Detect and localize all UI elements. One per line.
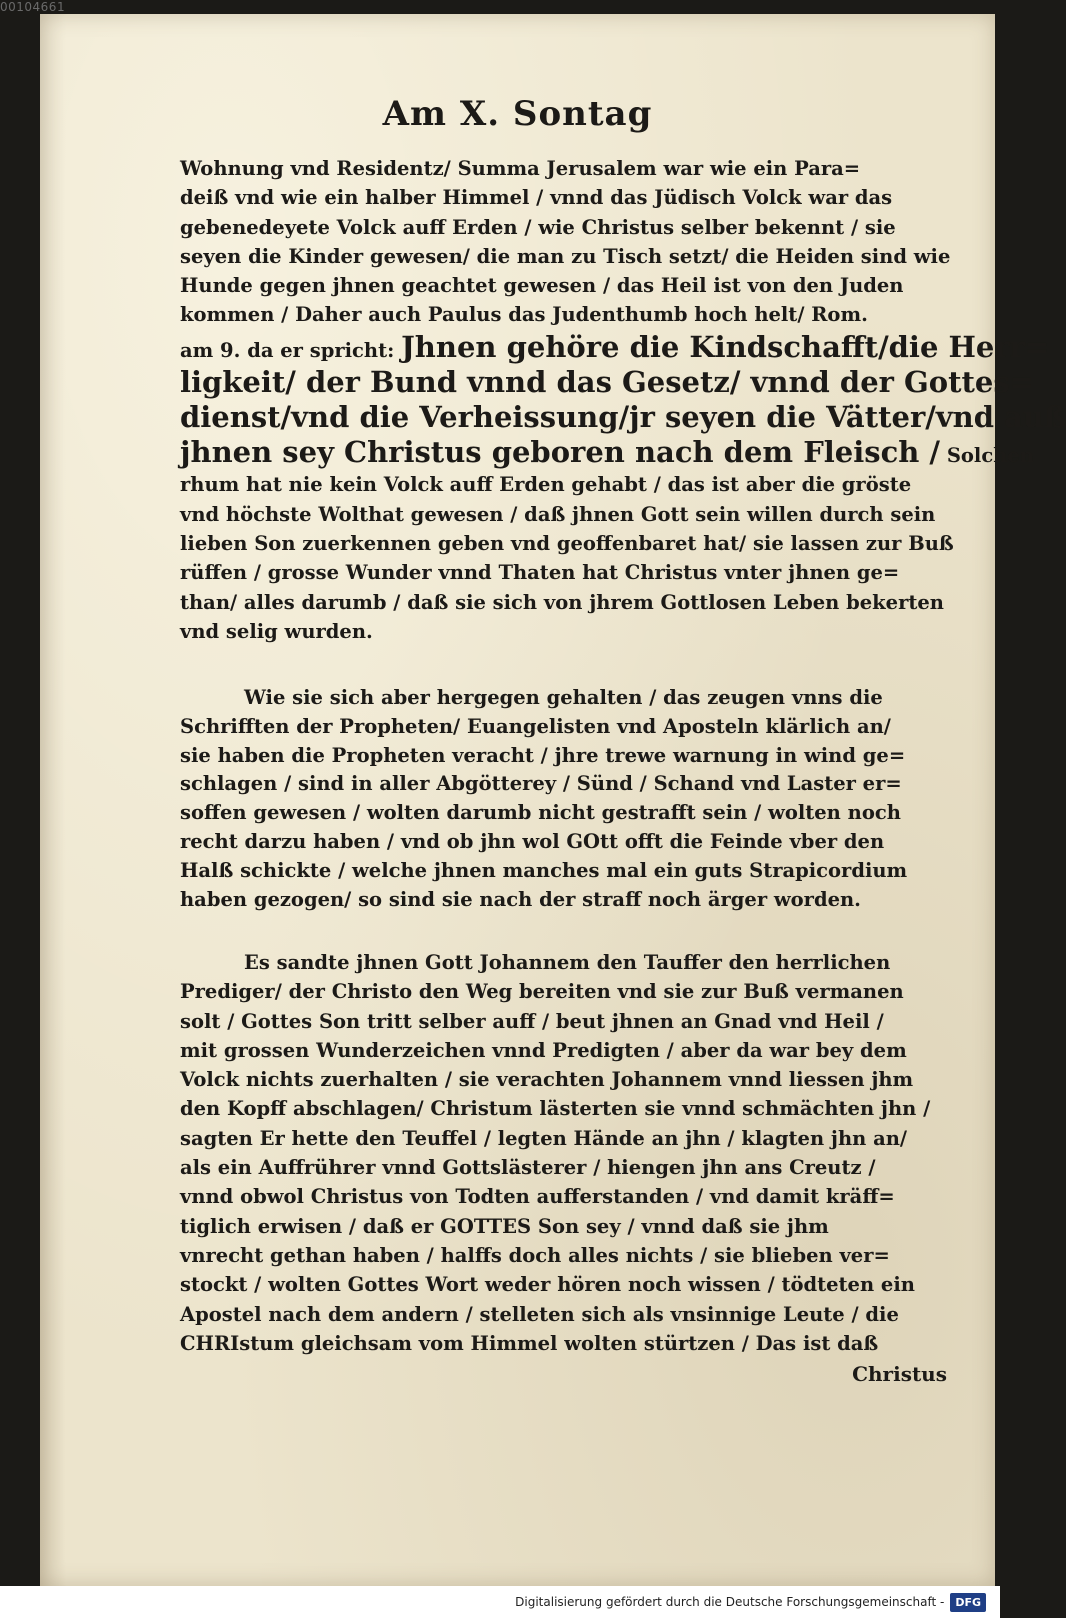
text-line: recht darzu haben / vnd ob jhn wol GOtt offt die Feinde vber den (180, 829, 885, 853)
paragraph-2 (180, 684, 990, 914)
text-line: vnd höchste Wolthat gewesen / daß jhnen Gott sein willen durch sein (180, 502, 936, 526)
text-line: Wohnung vnd Residentz/ Summa Jerusalem war wie ein Para= (180, 157, 861, 180)
text-line: Wie sie sich aber hergegen gehalten / das zeugen vnns die (244, 686, 883, 709)
text-line: Prediger/ der Christo den Weg bereiten vnd sie zur Buß vermanen (180, 980, 904, 1004)
text-line: CHRIstum gleichsam vom Himmel wolten stürtzen / Das ist daß (180, 1331, 879, 1355)
text-line: mit grossen Wunderzeichen vnnd Predigten / aber da war bey dem (180, 1038, 907, 1062)
text-line: gebenedeyete Volck auff Erden / wie Christus selber bekennt / sie (180, 215, 896, 239)
text-line: Es sandte jhnen Gott Johannem den Tauffer den herrlichen (244, 951, 891, 974)
text-line: den Kopff abschlagen/ Christum lästerten sie vnnd schmächten jhn / (180, 1097, 931, 1121)
paragraph-3 (180, 948, 990, 1358)
text-line: tiglich erwisen / daß er GOTTES Son sey / vnnd daß sie jhm (180, 1214, 829, 1238)
text-line-mixed (180, 435, 1034, 470)
emphasized-quote: Jhnen gehöre die Kindschafft/die Herr= (401, 329, 1050, 364)
text-line: solt / Gottes Son tritt selber auff / beut jhnen an Gnad vnd Heil / (180, 1009, 884, 1033)
text-line: vnnd obwol Christus von Todten aufferstanden / vnd damit kräff= (180, 1185, 895, 1209)
text-line: Apostel nach dem andern / stelleten sich als vnsinnige Leute / die (180, 1302, 899, 1326)
scan-id-label: 00104661 (0, 0, 66, 14)
text-line: deiß vnd wie ein halber Himmel / vnnd das Jüdisch Volck war das (180, 186, 893, 210)
text-run: am 9. da er spricht: (180, 338, 395, 362)
text-line: rhum hat nie kein Volck auff Erden gehabt / das ist aber die gröste (180, 473, 912, 497)
running-head: Am X. Sontag (382, 94, 653, 134)
text-line: vnd selig wurden. (180, 619, 373, 643)
paragraph-1 (180, 154, 1066, 646)
text-line: vnrecht gethan haben / halffs doch alles nichts / sie blieben ver= (180, 1243, 890, 1267)
text-line: soffen gewesen / wolten darumb nicht gestrafft sein / wolten noch (180, 801, 901, 825)
text-line: als ein Auffrührer vnnd Gottslästerer / hiengen jhn ans Creutz / (180, 1156, 876, 1180)
text-line: Halß schickte / welche jhnen manches mal ein guts Strapicordium (180, 858, 908, 882)
text-line: than/ alles darumb / daß sie sich von jhrem Gottlosen Leben bekerten (180, 590, 944, 614)
text-line: stockt / wolten Gottes Wort weder hören noch wissen / tödteten ein (180, 1273, 915, 1297)
emphasized-quote: jhnen sey Christus geboren nach dem Fleisch / (180, 435, 941, 470)
emphasized-quote-line: dienst/vnd die Verheissung/jr seyen die Vätter/vnd auß (180, 400, 1066, 435)
text-line: seyen die Kinder gewesen/ die man zu Tisch setzt/ die Heiden sind wie (180, 244, 951, 268)
text-line-mixed (180, 329, 1050, 365)
text-line: schlagen / sind in aller Abgötterey / Sünd / Schand vnd Laster er= (180, 772, 902, 796)
emphasized-quote-line: ligkeit/ der Bund vnnd das Gesetz/ vnnd der Gottes= (180, 365, 1035, 400)
text-run: Solchen (946, 444, 1034, 468)
text-line: rüffen / grosse Wunder vnnd Thaten hat Christus vnter jhnen ge= (180, 561, 900, 585)
book-page (40, 14, 1066, 1586)
text-line: haben gezogen/ so sind sie nach der straff noch ärger worden. (180, 887, 861, 911)
dfg-logo: DFG (950, 1593, 986, 1612)
catchword: Christus (852, 1362, 947, 1386)
text-line: Hunde gegen jhnen geachtet gewesen / das Heil ist von den Juden (180, 274, 904, 298)
text-line: sie haben die Propheten veracht / jhre trewe warnung in wind ge= (180, 743, 906, 767)
digitization-footer (0, 1586, 1000, 1618)
text-line: Schrifften der Propheten/ Euangelisten vnd Aposteln klärlich an/ (180, 714, 891, 738)
text-line: kommen / Daher auch Paulus das Judenthumb hoch helt/ Rom. (180, 303, 868, 327)
footer-credit: Digitalisierung gefördert durch die Deutsche Forschungsgemeinschaft - (515, 1595, 945, 1609)
text-line: Volck nichts zuerhalten / sie verachten Johannem vnnd liessen jhm (180, 1068, 914, 1092)
text-line: sagten Er hette den Teuffel / legten Hände an jhn / klagten jhn an/ (180, 1126, 908, 1150)
text-line: lieben Son zuerkennen geben vnd geoffenbaret hat/ sie lassen zur Buß (180, 531, 954, 555)
